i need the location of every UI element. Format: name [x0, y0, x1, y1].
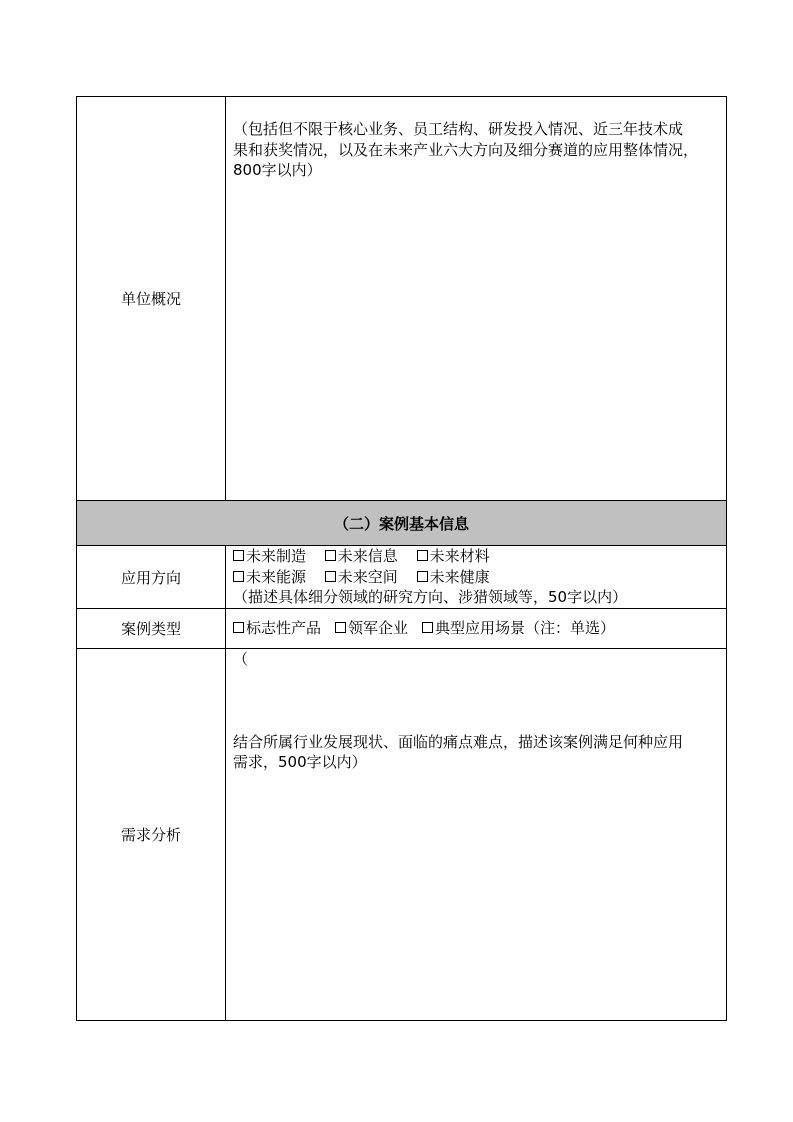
unit-overview-hint-line3: 800字以内）	[233, 161, 322, 179]
section-header	[77, 500, 726, 545]
case-type-option[interactable]: 标志性产品	[233, 618, 321, 639]
checkbox-icon	[417, 550, 428, 561]
direction-option[interactable]: 未来信息	[325, 546, 398, 567]
unit-overview-label: 单位概况	[77, 97, 226, 500]
case-type-option[interactable]: 典型应用场景（注：单选）	[422, 618, 615, 639]
direction-options-row1	[233, 546, 720, 567]
unit-overview-field[interactable]	[227, 97, 726, 500]
direction-option[interactable]: 未来能源	[233, 567, 306, 588]
case-type-field	[227, 609, 726, 648]
direction-option[interactable]: 未来材料	[417, 546, 490, 567]
checkbox-icon	[233, 622, 244, 633]
section-title: （二）案例基本信息	[333, 514, 469, 533]
direction-option[interactable]: 未来制造	[233, 546, 306, 567]
application-direction-hint: （描述具体细分领域的研究方向、涉猎领域等，50字以内）	[233, 588, 628, 606]
demand-analysis-hint-line2: 需求，500字以内）	[233, 753, 367, 771]
checkbox-icon	[335, 622, 346, 633]
application-direction-label: 应用方向	[77, 546, 226, 608]
info-form-table	[76, 96, 727, 1021]
demand-analysis-label: 需求分析	[77, 649, 226, 1020]
checkbox-icon	[233, 571, 244, 582]
unit-overview-hint-line1: （包括但不限于核心业务、员工结构、研发投入情况、近三年技术成	[233, 120, 684, 138]
application-direction-field	[227, 546, 726, 608]
checkbox-icon	[233, 550, 244, 561]
case-type-label: 案例类型	[77, 609, 226, 648]
unit-overview-row	[77, 97, 726, 500]
checkbox-icon	[417, 571, 428, 582]
case-type-row	[77, 608, 726, 648]
demand-analysis-open-paren: （	[233, 650, 249, 668]
direction-option[interactable]: 未来空间	[325, 567, 398, 588]
demand-analysis-row	[77, 648, 726, 1020]
application-direction-row	[77, 545, 726, 608]
checkbox-icon	[325, 550, 336, 561]
checkbox-icon	[325, 571, 336, 582]
direction-option[interactable]: 未来健康	[417, 567, 490, 588]
checkbox-icon	[422, 622, 433, 633]
demand-analysis-field[interactable]	[227, 649, 726, 1020]
demand-analysis-hint-line1: 结合所属行业发展现状、面临的痛点难点，描述该案例满足何种应用	[233, 732, 684, 751]
case-type-option[interactable]: 领军企业	[335, 618, 408, 639]
direction-options-row2	[233, 567, 720, 588]
unit-overview-hint-line2: 果和获奖情况，以及在未来产业六大方向及细分赛道的应用整体情况，	[233, 140, 699, 159]
